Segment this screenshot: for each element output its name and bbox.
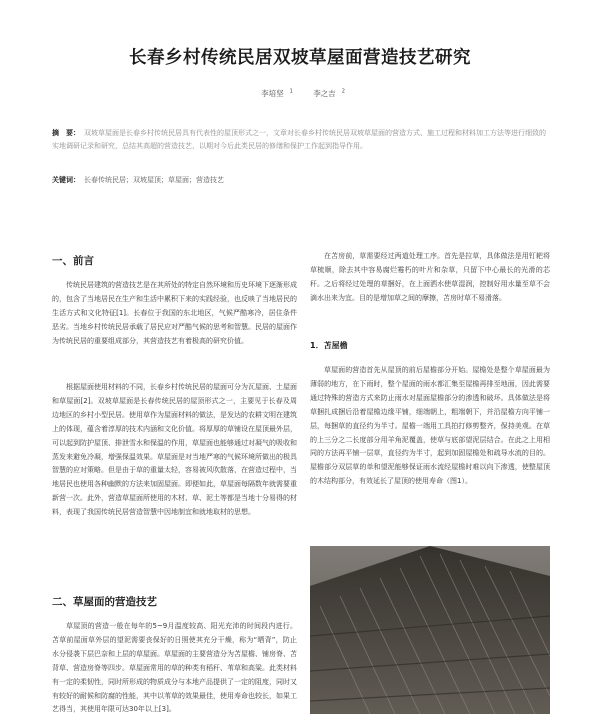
roof-photo-illustration [310,546,550,714]
section-1-heading: 一、前言 [52,255,94,267]
paper-title: 长春乡村传统民居双坡草屋面营造技艺研究 [129,48,471,68]
author-1 [255,89,293,98]
right-column-paragraph-intro: 在苫房前，草需要经过两道处理工序。首先是拉草，具体做法是用钉耙将草梳顺，除去其中容易腐烂霉朽的叶片和杂草，只留下中心最长的光滑的芯秆。之后将经过处理的草捆好，在上面洒水使草湿润，控制好用水量至草不会滴水出来为宜。目的是增加草之间的摩擦，苫房时草不易滑落。 [310,252,550,302]
author-2 [307,89,345,98]
author-2-sup: 2 [341,88,345,95]
author-1-name: 李培坚 [261,89,284,98]
abstract-text: 双坡草屋面是长春乡村传统民居具有代表性的屋顶形式之一，文章对长春乡村传统民居双坡草屋面的营造方式、施工过程和材料加工方法等进行细致的实地调研记录和研究，总结其高超的营造技艺，以期对今后此类民居的修缮和保护工作起到指导作用。 [52,129,546,150]
keywords [52,175,552,185]
thatched-roof-photo [310,546,550,714]
subsection-1-paragraph: 草屋面的营造首先从屋顶的前后屋檐部分开始。屋檐处是整个草屋面最为薄弱的地方，在下雨时，整个屋面的雨水都汇集至屋檐再排至地面，因此需要通过特殊的营造方式来防止雨水对屋面屋檐部分的渗透和破坏。具体做法是将草捆扎成捆后沿着屋檐边缘平铺，细端朝上，粗端朝下，并沿屋檐方向平铺一层，每捆草的直径约为半寸。屋檐一端用工具拍打修剪整齐，保持美观。在草的上三分之二长度部分用羊角泥覆盖，使草与底部望泥层结合。在此之上用相同的方法再平铺一层草，直径约为半寸，起到加固屋檐处和疏导水流的目的。屋檐部分双层草的单和望泥能够保证雨水流经屋檐时难以向下渗透，使整屋顶的木结构部分，有效延长了屋顶的使用寿命（图1）。 [310,366,550,486]
section-1-paragraph-1: 传统民居建筑的营造技艺是在其所处的特定自然环境和历史环境下逐渐形成的，包含了当地居民在生产和生活中累积下来的实践经验，也反映了当地居民的生活方式和文化特征[1]。长春位于我国的东北地区，气候严酷寒冷，居住条件恶劣。当地乡村传统民居承载了居民应对严酷气候的思考和智慧。民居的屋面作为传统民居的重要组成部分，其营造技艺有着极高的研究价值。 [52,281,297,345]
subsection-1-heading: 1．苫屋檐 [310,341,348,350]
author-1-sup: 1 [289,88,293,95]
abstract [52,127,552,153]
abstract-label: 摘 要： [52,129,80,137]
section-1-paragraph-2: 根据屋面使用材料的不同，长春乡村传统民居的屋面可分为瓦屋面、土屋面和草屋面[2]。双坡草屋面是长春传统民居的屋顶形式之一，主要见于长春及周边地区的乡村小型民居。使用草作为屋面材料的做法，是发达的农耕文明在建筑上的体现，蕴含着淳厚的技术内涵和文化价值。将厚厚的草铺设在屋顶最外层，可以起到防护屋顶、排泄雪水和保温的作用，草屋面也能够通过对凝气的吸收和蒸发来避免冷凝，增强保温效果。草屋面是对当地严寒的气候环境所做出的极具智慧的应对策略。但是由于草的重量太轻，容易被风吹散落，在营造过程中，当地居民也使用各种幽默的方法来加固屋面。即便如此，草屋面每隔数年就需要重新营一次。此外，营造草屋面所使用的木材、草、泥土等都是当地十分易得的材料，表现了我国传统民居营造智慧中因地制宜和就地取材的思想。 [52,383,297,517]
keywords-label: 关键词： [52,176,80,184]
author-line [0,88,600,99]
author-2-name: 李之吉 [313,89,336,98]
section-2-heading: 二、草屋面的营造技艺 [52,596,157,608]
section-2-paragraph-1: 草屋顶的营造一般在每年的5~9月温度较高、阳光充沛的时间段内进行。苫草前屋面草外层的望泥需要丧保好的日照使其充分干燥，称为“晒背”，防止水分侵袭下层巴奈和上层的草屋面。草屋面的主要营造分为苫屋檐、铺房脊、苫背草、营造房脊等四步。草屋面常用的草的种类有稻秆、苇草和高粱。此类材料有一定的柔韧性，同时所形成的物质成分与本地产品提供了一定的阻度，同时又有较好的耐候和防腐的性能，其中以苇草的效果最佳，使用寿命也较长，如果工艺得当，其使用年限可达30年以上[3]。 [52,622,297,714]
keywords-text: 长春传统民居；双坡屋顶；草屋面；营造技艺 [84,176,224,184]
